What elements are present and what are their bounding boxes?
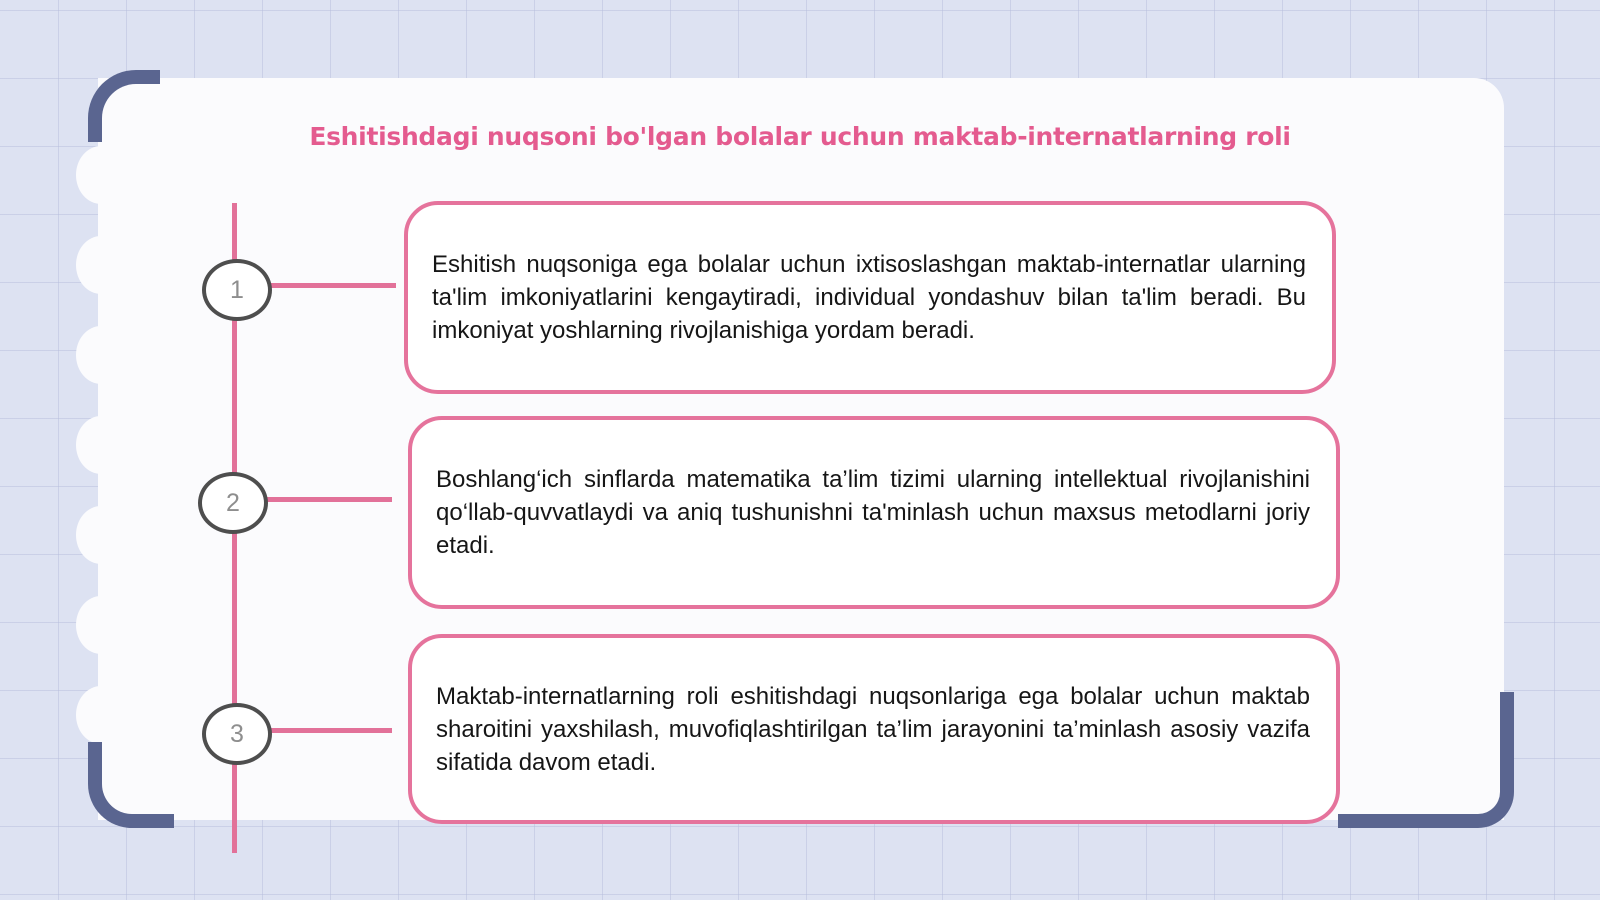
step-description: Maktab-internatlarning roli eshitishdagi nuqsonlariga ega bolalar uchun maktab sharoitini yaxshilash, muvofiqlashtirilgan ta’lim jarayonini ta’minlash asosiy vazifa sifatida davom etadi. xyxy=(436,682,1310,776)
paper-edge-scallop xyxy=(76,506,126,564)
paper-edge-scallop xyxy=(76,596,126,654)
corner-bracket-bottom-left xyxy=(88,742,174,828)
paper-edge-scallop xyxy=(76,236,126,294)
step-connector xyxy=(266,283,396,288)
step-connector xyxy=(266,728,392,733)
paper-edge-scallop xyxy=(76,146,126,204)
paper-edge-scallop xyxy=(76,686,126,744)
paper-edge-scallop xyxy=(76,416,126,474)
step-text-box xyxy=(404,201,1336,394)
step-text-box xyxy=(408,634,1340,824)
step-description: Boshlang‘ich sinflarda matematika ta’lim tizimi ularning intellektual rivojlanishini qo‘llab-quvvatlaydi va aniq tushunishni ta'minlash uchun maxsus metodlarni joriy etadi. xyxy=(436,466,1310,559)
step-text-box xyxy=(408,416,1340,609)
step-number-badge: 3 xyxy=(202,703,272,765)
step-description: Eshitish nuqsoniga ega bolalar uchun ixtisoslashgan maktab-internatlar ularning ta'lim imkoniyatlarini kengaytiradi, individual yondashuv bilan ta'lim beradi. Bu imkoniyat yoshlarning rivojlanishiga yordam beradi. xyxy=(432,251,1306,344)
step-number-badge: 2 xyxy=(198,472,268,534)
paper-edge-scallop xyxy=(76,326,126,384)
step-number-badge: 1 xyxy=(202,259,272,321)
slide-title: Eshitishdagi nuqsoni bo'lgan bolalar uchun maktab-internatlarning roli xyxy=(309,122,1291,151)
step-connector xyxy=(262,497,392,502)
corner-bracket-bottom-right xyxy=(1338,692,1514,828)
